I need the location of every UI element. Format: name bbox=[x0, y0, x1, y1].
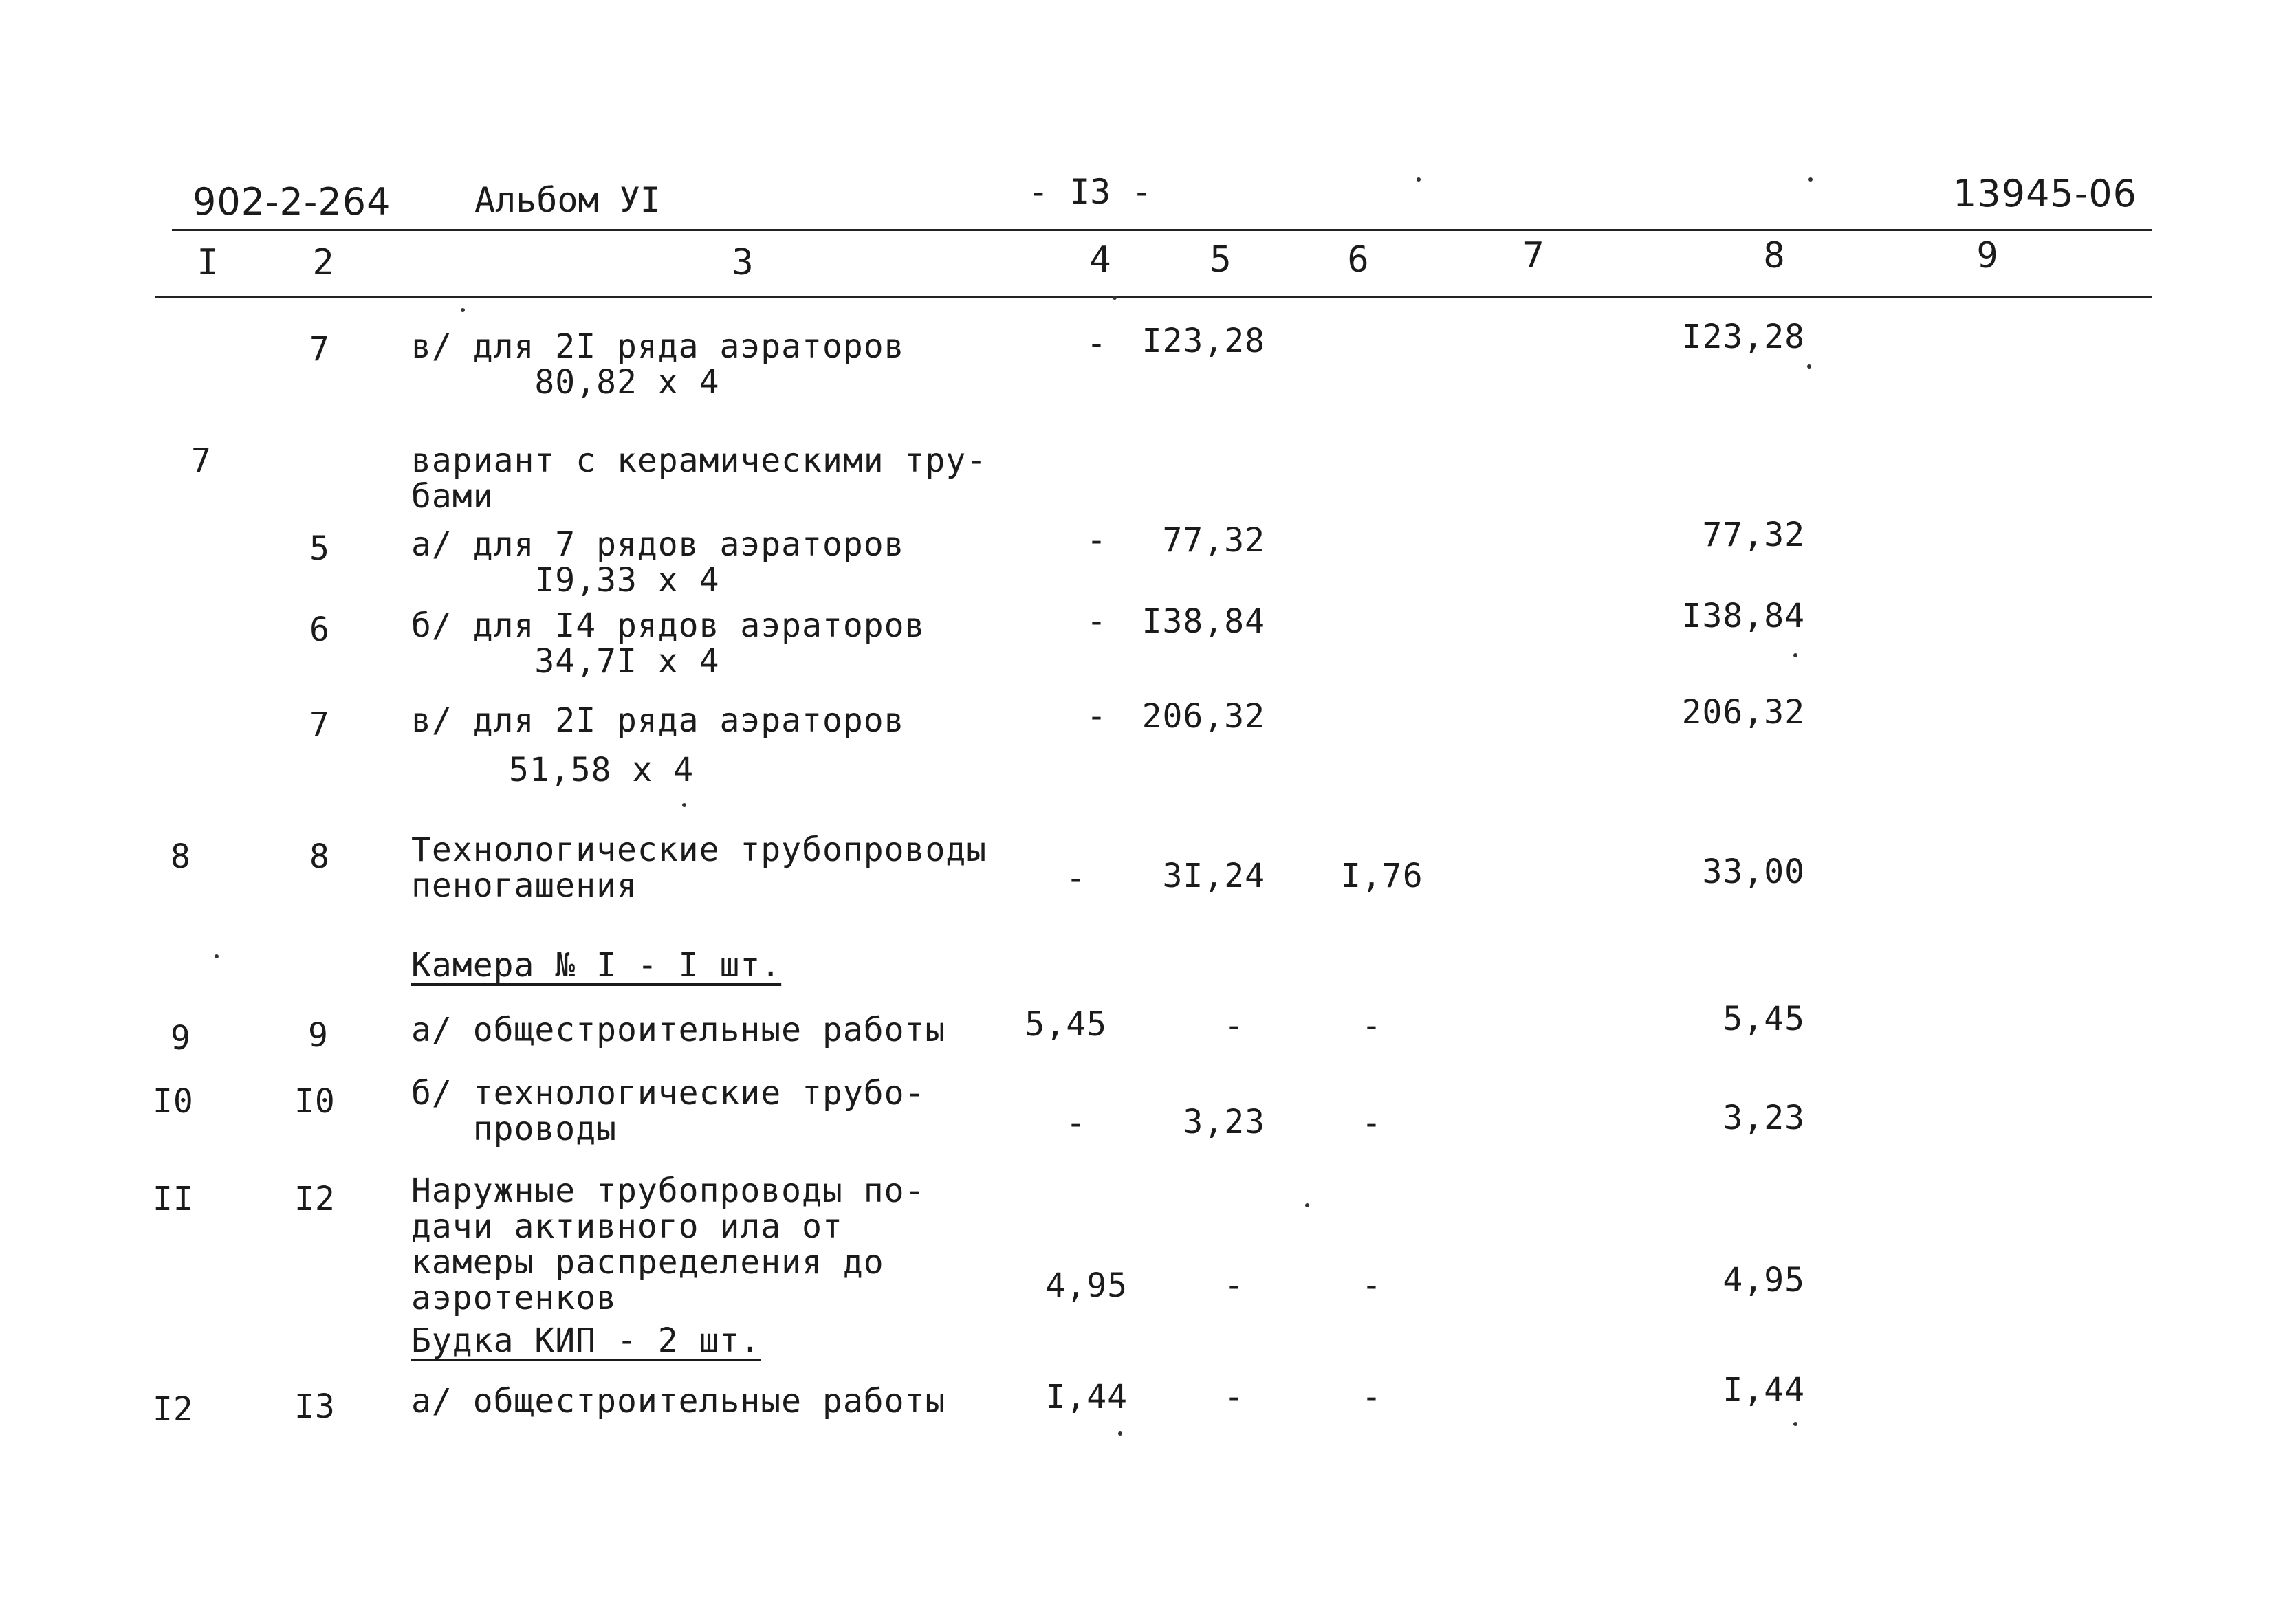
row-description: Наружные трубопроводы по- дачи активного ила от камеры распределения до аэротенков bbox=[411, 1172, 926, 1317]
row-col1: 7 bbox=[191, 441, 212, 480]
row-description: Технологические трубопроводы пеногашения bbox=[411, 831, 987, 905]
scan-speck bbox=[1113, 296, 1117, 300]
document-code: 902-2-264 bbox=[193, 180, 391, 223]
row-col1: 9 bbox=[171, 1019, 191, 1057]
row-col4: - bbox=[1086, 697, 1107, 736]
row-col2: 7 bbox=[309, 705, 330, 744]
row-col6: - bbox=[1362, 1378, 1382, 1416]
row-col8: 4,95 bbox=[1723, 1261, 1805, 1299]
row-col2: I3 bbox=[294, 1387, 336, 1426]
album-label: Альбом УI bbox=[474, 180, 661, 220]
row-col8: 3,23 bbox=[1723, 1099, 1805, 1137]
row-col2: I2 bbox=[294, 1180, 336, 1218]
page-number: - I3 - bbox=[1028, 172, 1152, 212]
row-col2: 7 bbox=[309, 330, 330, 369]
scan-speck bbox=[682, 803, 686, 807]
column-number-4: 4 bbox=[1089, 239, 1111, 281]
row-col5: - bbox=[1224, 1266, 1245, 1305]
row-col2: 6 bbox=[309, 611, 330, 649]
row-description: вариант с керамическими тру- бами bbox=[411, 441, 987, 516]
row-col4: - bbox=[1086, 325, 1107, 363]
row-col4: - bbox=[1066, 1104, 1086, 1143]
row-col5: 3,23 bbox=[1183, 1103, 1265, 1141]
header-rule-top bbox=[172, 229, 2152, 231]
section-heading: Камера № I - I шт. bbox=[411, 946, 782, 985]
row-col6: - bbox=[1362, 1007, 1382, 1045]
column-number-8: 8 bbox=[1763, 235, 1785, 276]
row-col5: 206,32 bbox=[1141, 697, 1265, 736]
row-col8: 5,45 bbox=[1723, 1000, 1805, 1038]
row-col4: - bbox=[1066, 859, 1086, 898]
row-col1: II bbox=[153, 1180, 194, 1218]
column-number-9: 9 bbox=[1976, 235, 1998, 276]
row-col2: 8 bbox=[309, 837, 330, 876]
sheet-code: 13945-06 bbox=[1953, 172, 2137, 215]
scan-speck bbox=[1118, 1431, 1122, 1436]
scan-speck bbox=[1807, 364, 1811, 369]
row-description: б/ технологические трубо- проводы bbox=[411, 1074, 926, 1148]
row-col8: 77,32 bbox=[1702, 516, 1805, 554]
row-col6: - bbox=[1362, 1266, 1382, 1305]
section-heading: Будка КИП - 2 шт. bbox=[411, 1321, 761, 1360]
row-col5: - bbox=[1224, 1007, 1245, 1045]
scan-speck bbox=[215, 954, 219, 958]
scan-speck bbox=[1793, 1422, 1797, 1426]
row-col4: 4,95 bbox=[1045, 1266, 1128, 1305]
row-col1: I2 bbox=[153, 1390, 194, 1429]
column-number-2: 2 bbox=[312, 242, 334, 283]
row-description: а/ общестроительные работы bbox=[411, 1011, 946, 1049]
row-col8: I38,84 bbox=[1681, 597, 1805, 635]
scan-speck bbox=[1305, 1203, 1309, 1207]
scan-speck bbox=[461, 308, 465, 312]
row-description: а/ для 7 рядов аэраторов I9,33 х 4 bbox=[411, 525, 905, 600]
row-col8: 206,32 bbox=[1681, 693, 1805, 732]
row-description: б/ для I4 рядов аэраторов 34,7I х 4 bbox=[411, 606, 926, 681]
column-number-1: I bbox=[197, 242, 219, 283]
column-number-7: 7 bbox=[1522, 235, 1544, 276]
row-col5: 3I,24 bbox=[1162, 857, 1265, 895]
row-col8: I,44 bbox=[1723, 1371, 1805, 1409]
scan-speck bbox=[1417, 177, 1421, 182]
row-col5: 77,32 bbox=[1162, 521, 1265, 560]
row-col1: 8 bbox=[171, 837, 191, 876]
row-col6: - bbox=[1362, 1104, 1382, 1143]
row-col5: I23,28 bbox=[1141, 322, 1265, 360]
row-col4: 5,45 bbox=[1025, 1005, 1107, 1044]
row-col5: - bbox=[1224, 1378, 1245, 1416]
scan-speck bbox=[1808, 177, 1813, 182]
row-col1: I0 bbox=[153, 1082, 194, 1121]
row-description: в/ для 2I ряда аэраторов bbox=[411, 701, 905, 740]
row-col2: I0 bbox=[294, 1082, 336, 1121]
row-col2: 5 bbox=[309, 529, 330, 568]
row-col8: I23,28 bbox=[1681, 318, 1805, 356]
row-col2: 9 bbox=[308, 1016, 329, 1055]
row-col8: 33,00 bbox=[1702, 853, 1805, 891]
column-number-5: 5 bbox=[1210, 239, 1232, 281]
row-col5: I38,84 bbox=[1141, 602, 1265, 641]
header-rule-bottom bbox=[155, 296, 2152, 298]
row-description-formula: 51,58 х 4 bbox=[509, 751, 695, 789]
row-col4: - bbox=[1086, 521, 1107, 560]
column-number-3: 3 bbox=[732, 242, 754, 283]
row-col4: I,44 bbox=[1045, 1378, 1128, 1416]
row-col4: - bbox=[1086, 602, 1107, 641]
row-description: в/ для 2I ряда аэраторов 80,82 х 4 bbox=[411, 327, 905, 402]
row-description: а/ общестроительные работы bbox=[411, 1382, 946, 1420]
column-number-6: 6 bbox=[1347, 239, 1369, 281]
row-col6: I,76 bbox=[1341, 857, 1423, 895]
scan-speck bbox=[1793, 653, 1797, 657]
